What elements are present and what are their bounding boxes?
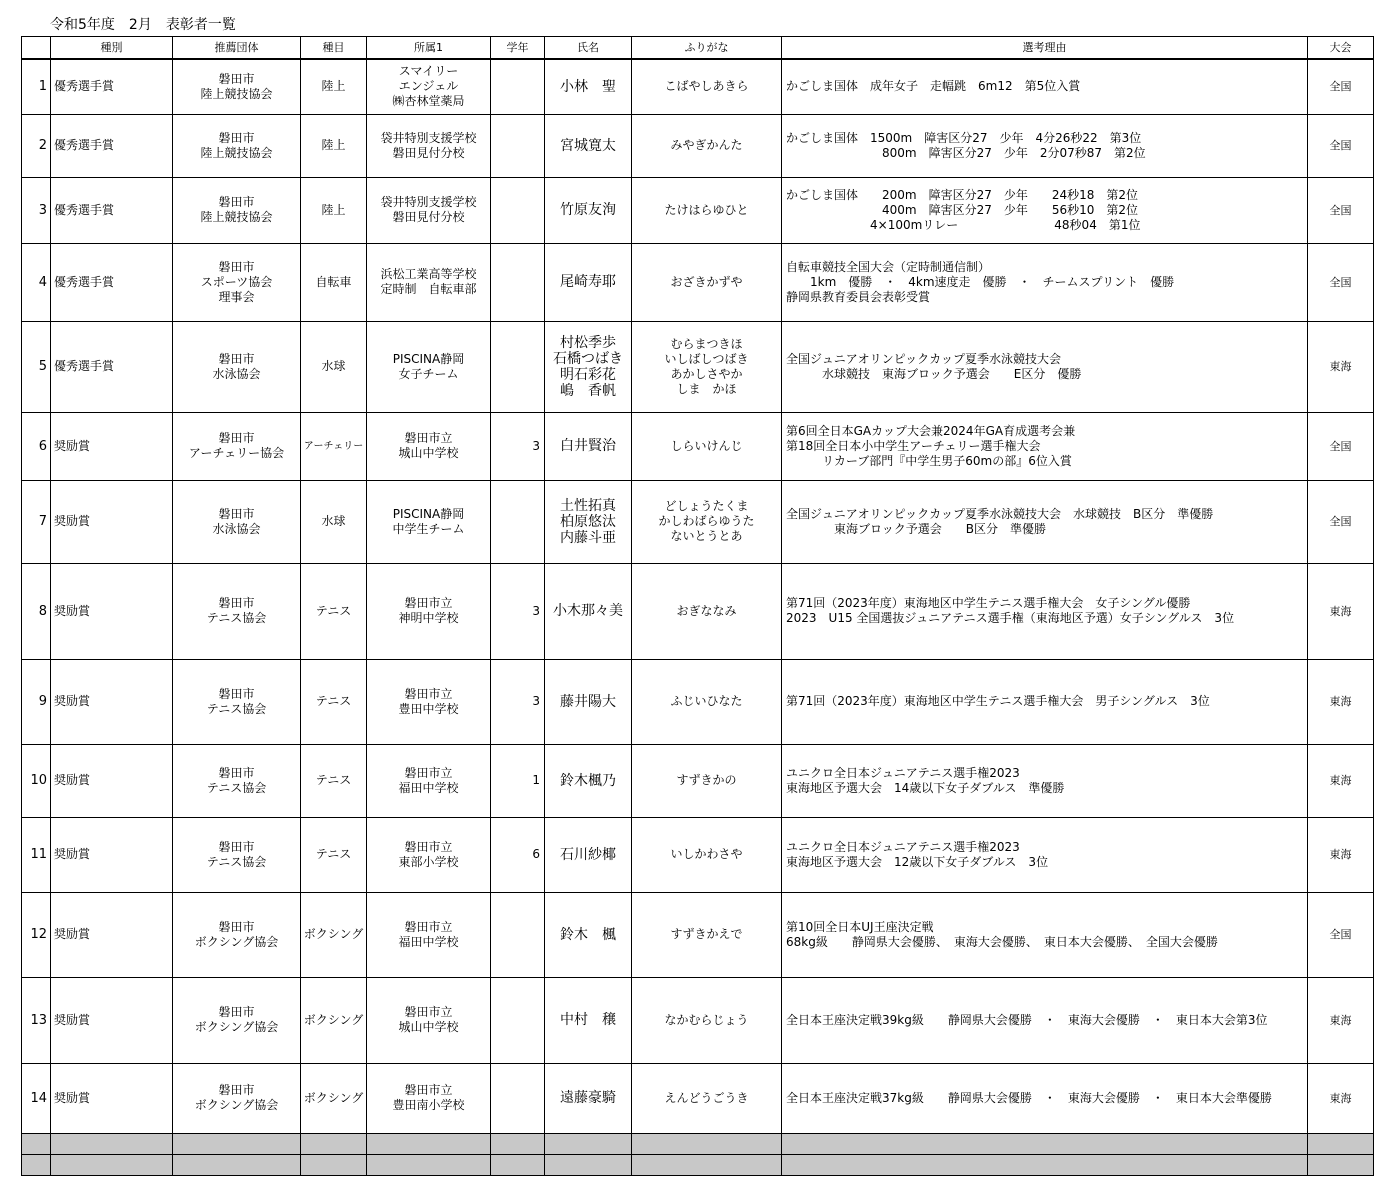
grade — [491, 977, 545, 1063]
grade — [491, 114, 545, 177]
row-number: 1 — [22, 59, 51, 114]
affiliation: PISCINA静岡 中学生チーム — [367, 480, 491, 563]
recommending-org: 磐田市 スポーツ協会 理事会 — [173, 243, 301, 321]
selection-reason: かごしま国体 1500m 障害区分27 少年 4分26秒22 第3位 800m 障害区分27 少年 2分07秒87 第2位 — [782, 114, 1308, 177]
award-type: 優秀選手賞 — [51, 243, 173, 321]
grade — [491, 321, 545, 412]
row-number: 12 — [22, 892, 51, 977]
document-title: 令和5年度 2月 表彰者一覧 — [50, 17, 236, 33]
athlete-name: 鈴木楓乃 — [545, 744, 632, 817]
selection-reason: 全日本王座決定戦39kg級 静岡県大会優勝 ・ 東海大会優勝 ・ 東日本大会第3位 — [782, 977, 1308, 1063]
recommending-org: 磐田市 ボクシング協会 — [173, 977, 301, 1063]
sport: テニス — [301, 744, 367, 817]
header-reason: 選考理由 — [782, 37, 1308, 60]
athlete-name: 藤井陽大 — [545, 659, 632, 744]
award-type: 奨励賞 — [51, 892, 173, 977]
tournament-level: 東海 — [1308, 1063, 1374, 1133]
table-row — [22, 744, 1374, 817]
table-row — [22, 817, 1374, 892]
award-type: 優秀選手賞 — [51, 177, 173, 243]
sport: テニス — [301, 817, 367, 892]
table-row — [22, 321, 1374, 412]
blank-row — [22, 1154, 1374, 1175]
row-number: 6 — [22, 412, 51, 480]
table-row — [22, 563, 1374, 659]
award-type: 優秀選手賞 — [51, 321, 173, 412]
athlete-kana: おざきかずや — [632, 243, 782, 321]
athlete-name: 小木那々美 — [545, 563, 632, 659]
award-type: 優秀選手賞 — [51, 59, 173, 114]
athlete-name: 土性拓真 柏原悠汰 内藤斗亜 — [545, 480, 632, 563]
header-row — [22, 37, 1374, 60]
table-row — [22, 480, 1374, 563]
blank-cell — [173, 1154, 301, 1175]
athlete-kana: えんどうごうき — [632, 1063, 782, 1133]
selection-reason: 全日本王座決定戦37kg級 静岡県大会優勝 ・ 東海大会優勝 ・ 東日本大会準優勝 — [782, 1063, 1308, 1133]
blank-cell — [782, 1154, 1308, 1175]
athlete-kana: むらまつきほ いしばしつばき あかしさやか しま かほ — [632, 321, 782, 412]
grade — [491, 59, 545, 114]
athlete-kana: どしょうたくま かしわばらゆうた ないとうとあ — [632, 480, 782, 563]
recommending-org: 磐田市 水泳協会 — [173, 321, 301, 412]
header-sport: 種目 — [301, 37, 367, 60]
tournament-level: 全国 — [1308, 412, 1374, 480]
award-type: 奨励賞 — [51, 563, 173, 659]
sport: アーチェリー — [301, 412, 367, 480]
recommending-org: 磐田市 アーチェリー協会 — [173, 412, 301, 480]
recommending-org: 磐田市 テニス協会 — [173, 659, 301, 744]
recommending-org: 磐田市 陸上競技協会 — [173, 114, 301, 177]
row-number: 11 — [22, 817, 51, 892]
header-org: 推薦団体 — [173, 37, 301, 60]
selection-reason: かごしま国体 200m 障害区分27 少年 24秒18 第2位 400m 障害区分27 少年 56秒10 第2位 4×100mリレー 48秒04 第1位 — [782, 177, 1308, 243]
sport: ボクシング — [301, 1063, 367, 1133]
blank-cell — [491, 1133, 545, 1154]
selection-reason: ユニクロ全日本ジュニアテニス選手権2023 東海地区予選大会 12歳以下女子ダブルス 3位 — [782, 817, 1308, 892]
affiliation: スマイリー エンジェル ㈱杏林堂薬局 — [367, 59, 491, 114]
header-taikai: 大会 — [1308, 37, 1374, 60]
row-number: 13 — [22, 977, 51, 1063]
header-name: 氏名 — [545, 37, 632, 60]
recommending-org: 磐田市 ボクシング協会 — [173, 1063, 301, 1133]
award-type: 奨励賞 — [51, 480, 173, 563]
athlete-name: 鈴木 楓 — [545, 892, 632, 977]
affiliation: 磐田市立 豊田南小学校 — [367, 1063, 491, 1133]
affiliation: 磐田市立 城山中学校 — [367, 412, 491, 480]
athlete-kana: おぎななみ — [632, 563, 782, 659]
blank-cell — [301, 1133, 367, 1154]
sport: 水球 — [301, 321, 367, 412]
row-number: 5 — [22, 321, 51, 412]
header-no — [22, 37, 51, 60]
blank-cell — [51, 1133, 173, 1154]
sport: 陸上 — [301, 114, 367, 177]
sport: 水球 — [301, 480, 367, 563]
selection-reason: 全国ジュニアオリンピックカップ夏季水泳競技大会 水球競技 東海ブロック予選会 E区分 優勝 — [782, 321, 1308, 412]
blank-cell — [367, 1154, 491, 1175]
header-type: 種別 — [51, 37, 173, 60]
grade: 6 — [491, 817, 545, 892]
athlete-kana: こばやしあきら — [632, 59, 782, 114]
table-row — [22, 892, 1374, 977]
affiliation: 磐田市立 福田中学校 — [367, 892, 491, 977]
table-row — [22, 114, 1374, 177]
sport: ボクシング — [301, 892, 367, 977]
table-row — [22, 177, 1374, 243]
award-type: 奨励賞 — [51, 659, 173, 744]
affiliation: 袋井特別支援学校 磐田見付分校 — [367, 177, 491, 243]
tournament-level: 全国 — [1308, 480, 1374, 563]
row-number: 2 — [22, 114, 51, 177]
athlete-kana: みやぎかんた — [632, 114, 782, 177]
grade: 3 — [491, 412, 545, 480]
recommending-org: 磐田市 陸上競技協会 — [173, 59, 301, 114]
award-type: 奨励賞 — [51, 412, 173, 480]
athlete-name: 白井賢治 — [545, 412, 632, 480]
tournament-level: 全国 — [1308, 114, 1374, 177]
selection-reason: ユニクロ全日本ジュニアテニス選手権2023 東海地区予選大会 14歳以下女子ダブルス 準優勝 — [782, 744, 1308, 817]
athlete-kana: すずきかえで — [632, 892, 782, 977]
grade — [491, 1063, 545, 1133]
tournament-level: 全国 — [1308, 59, 1374, 114]
selection-reason: 第6回全日本GAカップ大会兼2024年GA育成選考会兼 第18回全日本小中学生アーチェリー選手権大会 リカーブ部門『中学生男子60mの部』6位入賞 — [782, 412, 1308, 480]
row-number: 9 — [22, 659, 51, 744]
blank-cell — [1308, 1133, 1374, 1154]
tournament-level: 東海 — [1308, 977, 1374, 1063]
award-type: 優秀選手賞 — [51, 114, 173, 177]
blank-cell — [51, 1154, 173, 1175]
grade: 3 — [491, 659, 545, 744]
selection-reason: 第71回（2023年度）東海地区中学生テニス選手権大会 男子シングルス 3位 — [782, 659, 1308, 744]
recommending-org: 磐田市 陸上競技協会 — [173, 177, 301, 243]
table-row — [22, 59, 1374, 114]
blank-cell — [173, 1133, 301, 1154]
sport: ボクシング — [301, 977, 367, 1063]
selection-reason: 第10回全日本UJ王座決定戦 68kg級 静岡県大会優勝、 東海大会優勝、 東日本大会優勝、 全国大会優勝 — [782, 892, 1308, 977]
tournament-level: 東海 — [1308, 817, 1374, 892]
awardee-table — [21, 36, 1374, 1176]
grade — [491, 177, 545, 243]
header-kana: ふりがな — [632, 37, 782, 60]
row-number: 4 — [22, 243, 51, 321]
sport: 自転車 — [301, 243, 367, 321]
sport: テニス — [301, 659, 367, 744]
blank-cell — [545, 1154, 632, 1175]
affiliation: 浜松工業高等学校 定時制 自転車部 — [367, 243, 491, 321]
tournament-level: 東海 — [1308, 563, 1374, 659]
blank-cell — [632, 1154, 782, 1175]
blank-cell — [301, 1154, 367, 1175]
tournament-level: 東海 — [1308, 659, 1374, 744]
selection-reason: かごしま国体 成年女子 走幅跳 6m12 第5位入賞 — [782, 59, 1308, 114]
tournament-level: 東海 — [1308, 744, 1374, 817]
row-number: 7 — [22, 480, 51, 563]
recommending-org: 磐田市 水泳協会 — [173, 480, 301, 563]
athlete-kana: なかむらじょう — [632, 977, 782, 1063]
grade: 3 — [491, 563, 545, 659]
award-type: 奨励賞 — [51, 744, 173, 817]
athlete-name: 竹原友洵 — [545, 177, 632, 243]
affiliation: 磐田市立 豊田中学校 — [367, 659, 491, 744]
header-grade: 学年 — [491, 37, 545, 60]
blank-cell — [632, 1133, 782, 1154]
recommending-org: 磐田市 ボクシング協会 — [173, 892, 301, 977]
sport: 陸上 — [301, 59, 367, 114]
blank-cell — [22, 1154, 51, 1175]
blank-cell — [782, 1133, 1308, 1154]
athlete-name: 村松季歩 石橋つばき 明石彩花 嶋 香帆 — [545, 321, 632, 412]
athlete-name: 石川紗椰 — [545, 817, 632, 892]
selection-reason: 全国ジュニアオリンピックカップ夏季水泳競技大会 水球競技 B区分 準優勝 東海ブロック予選会 B区分 準優勝 — [782, 480, 1308, 563]
affiliation: 袋井特別支援学校 磐田見付分校 — [367, 114, 491, 177]
affiliation: 磐田市立 福田中学校 — [367, 744, 491, 817]
blank-row — [22, 1133, 1374, 1154]
athlete-name: 小林 聖 — [545, 59, 632, 114]
table-row — [22, 1063, 1374, 1133]
athlete-name: 遠藤豪騎 — [545, 1063, 632, 1133]
tournament-level: 全国 — [1308, 177, 1374, 243]
header-affiliation: 所属1 — [367, 37, 491, 60]
grade: 1 — [491, 744, 545, 817]
affiliation: 磐田市立 神明中学校 — [367, 563, 491, 659]
award-type: 奨励賞 — [51, 817, 173, 892]
athlete-kana: ふじいひなた — [632, 659, 782, 744]
award-type: 奨励賞 — [51, 977, 173, 1063]
row-number: 3 — [22, 177, 51, 243]
affiliation: PISCINA静岡 女子チーム — [367, 321, 491, 412]
selection-reason: 第71回（2023年度）東海地区中学生テニス選手権大会 女子シングル優勝 2023 U15 全国選抜ジュニアテニス選手権（東海地区予選）女子シングルス 3位 — [782, 563, 1308, 659]
row-number: 8 — [22, 563, 51, 659]
recommending-org: 磐田市 テニス協会 — [173, 744, 301, 817]
award-type: 奨励賞 — [51, 1063, 173, 1133]
athlete-kana: しらいけんじ — [632, 412, 782, 480]
athlete-kana: いしかわさや — [632, 817, 782, 892]
athlete-name: 中村 穣 — [545, 977, 632, 1063]
athlete-name: 尾崎寿耶 — [545, 243, 632, 321]
athlete-kana: たけはらゆひと — [632, 177, 782, 243]
recommending-org: 磐田市 テニス協会 — [173, 563, 301, 659]
selection-reason: 自転車競技全国大会（定時制通信制） 1km 優勝 ・ 4km速度走 優勝 ・ チームスプリント 優勝 静岡県教育委員会表彰受賞 — [782, 243, 1308, 321]
sport: 陸上 — [301, 177, 367, 243]
row-number: 10 — [22, 744, 51, 817]
table-row — [22, 659, 1374, 744]
table-row — [22, 977, 1374, 1063]
affiliation: 磐田市立 城山中学校 — [367, 977, 491, 1063]
affiliation: 磐田市立 東部小学校 — [367, 817, 491, 892]
blank-cell — [1308, 1154, 1374, 1175]
recommending-org: 磐田市 テニス協会 — [173, 817, 301, 892]
tournament-level: 全国 — [1308, 243, 1374, 321]
table-row — [22, 412, 1374, 480]
grade — [491, 243, 545, 321]
blank-cell — [367, 1133, 491, 1154]
blank-cell — [22, 1133, 51, 1154]
blank-cell — [491, 1154, 545, 1175]
row-number: 14 — [22, 1063, 51, 1133]
athlete-name: 宮城寛太 — [545, 114, 632, 177]
blank-cell — [545, 1133, 632, 1154]
tournament-level: 東海 — [1308, 321, 1374, 412]
grade — [491, 892, 545, 977]
sport: テニス — [301, 563, 367, 659]
grade — [491, 480, 545, 563]
athlete-kana: すずきかの — [632, 744, 782, 817]
tournament-level: 全国 — [1308, 892, 1374, 977]
table-row — [22, 243, 1374, 321]
